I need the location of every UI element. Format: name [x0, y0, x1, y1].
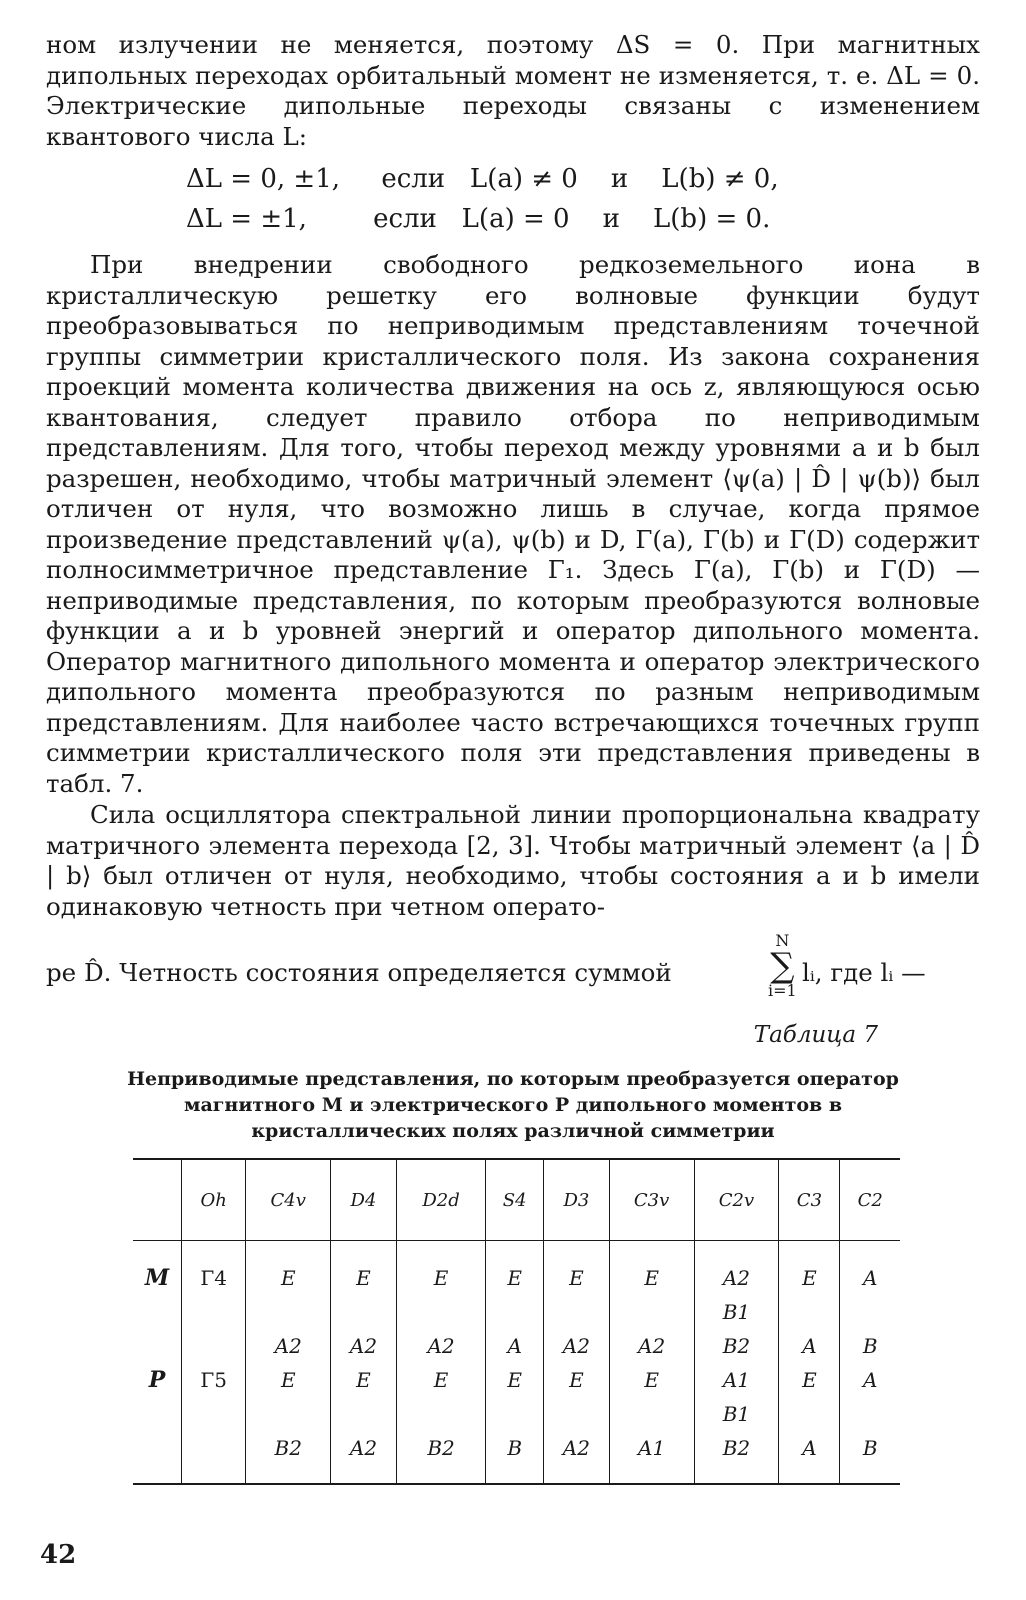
table-cell: E: [779, 1241, 840, 1296]
selection-rule-1: ΔL = 0, ±1, если L(a) ≠ 0 и L(b) ≠ 0,: [186, 164, 779, 194]
table-cell: E: [544, 1241, 610, 1296]
table-cell: B2: [246, 1431, 331, 1484]
table-cell: E: [331, 1241, 397, 1296]
table-cell: [609, 1397, 694, 1431]
table-cell: E: [396, 1363, 485, 1397]
table-cell: [486, 1295, 544, 1329]
table-cell: [396, 1295, 485, 1329]
table-cell: A: [840, 1241, 900, 1296]
header-cell: C3: [779, 1159, 840, 1241]
table-cell: E: [246, 1363, 331, 1397]
table-cell: A2: [246, 1329, 331, 1363]
paragraph-text: При внедрении свободного редкоземельного иона в кристаллическую решетку его волновые функции будут преобразовываться по неприводимым представлениям точечной группы симметрии кристаллического поля. Из закона сохранения проекций момента количества движения на ось z, являющуюся осью квантования, следует правило отбора по неприводимым представлениям. Для того, чтобы переход между уровнями a и b был разрешен, необходимо, чтобы матричный элемент ⟨ψ(a) | D̂ | ψ(b)⟩ был отличен от нуля, что возможно лишь в случае, когда прямое произведение представлений ψ(a), ψ(b) и D, Γ(a), Γ(b) и Γ(D) содержит полносимметричное представление Γ₁. Здесь Γ(a), Γ(b) и Γ(D) — неприводимые представления, по которым преобразуются волновые функции a и b уровней энергий и оператор дипольного момента. Оператор магнитного дипольного момента и оператор электрического дипольного момента преобразуются по разным неприводимым представлениям. Для наиболее часто встречающихся точечных групп симметрии кристаллического поля эти представления приведены в табл. 7.: [46, 250, 980, 798]
table-cell: E: [246, 1241, 331, 1296]
header-cell: C2: [840, 1159, 900, 1241]
table-cell: Γ4: [182, 1241, 246, 1296]
table-cell: [396, 1397, 485, 1431]
paragraph-text: Сила осциллятора спектральной линии пропорциональна квадрату матричного элемента перехода [2, 3]. Чтобы матричный элемент ⟨a | D̂ | b⟩ был отличен от нуля, необходимо, чтобы состояния a и b имели одинаковую четность при четном операто-: [46, 800, 980, 921]
table-cell: [544, 1397, 610, 1431]
parity-text: ре D̂. Четность состояния определяется суммой: [46, 958, 672, 987]
table-cell: [544, 1295, 610, 1329]
table-cell: B2: [694, 1329, 779, 1363]
table-cell: [133, 1431, 182, 1484]
table-cell: [133, 1329, 182, 1363]
header-cell: D3: [544, 1159, 610, 1241]
table-cell: A2: [544, 1431, 610, 1484]
header-cell: S4: [486, 1159, 544, 1241]
paragraph-oscillator-strength: [46, 800, 980, 922]
table-cell: B: [840, 1329, 900, 1363]
table-cell: A2: [609, 1329, 694, 1363]
table-cell: [331, 1397, 397, 1431]
table-cell: B1: [694, 1295, 779, 1329]
table-cell: [331, 1295, 397, 1329]
table-cell: E: [486, 1241, 544, 1296]
table-cell: B1: [694, 1397, 779, 1431]
table-cell: E: [609, 1363, 694, 1397]
table-cell: E: [544, 1363, 610, 1397]
table-cell: [182, 1329, 246, 1363]
table-header-row: [133, 1159, 900, 1241]
table-cell: A1: [609, 1431, 694, 1484]
table-cell: [246, 1397, 331, 1431]
selection-rule-2: ΔL = ±1, если L(a) = 0 и L(b) = 0.: [186, 204, 771, 234]
table-cell: A2: [331, 1329, 397, 1363]
sum-sign: ∑: [770, 946, 795, 986]
table-cell: [779, 1295, 840, 1329]
table-cell: A: [779, 1431, 840, 1484]
table-row: [133, 1431, 900, 1484]
table-cell: M: [144, 1265, 170, 1291]
table-cell: [246, 1295, 331, 1329]
header-cell: C2v: [694, 1159, 779, 1241]
table-cell: E: [396, 1241, 485, 1296]
table-cell: A2: [331, 1431, 397, 1484]
table-cell: A2: [396, 1329, 485, 1363]
page-number: 42: [40, 1540, 77, 1570]
table-cell: E: [609, 1241, 694, 1296]
header-cell: D4: [331, 1159, 397, 1241]
table-cell: B2: [396, 1431, 485, 1484]
table-cell: [609, 1295, 694, 1329]
table-caption: Неприводимые представления, по которым преобразуется оператор магнитного M и электрического P дипольного моментов в кристаллических полях различной симметрии: [127, 1068, 899, 1142]
table-row: [133, 1241, 900, 1296]
paragraph-text: ном излучении не меняется, поэтому ΔS = 0. При магнитных дипольных переходах орбитальный момент не изменяется, т. е. ΔL = 0. Электрические дипольные переходы связаны с изменением квантового числа L:: [46, 30, 980, 151]
sum-upper-limit: N: [775, 931, 790, 950]
table-cell: E: [486, 1363, 544, 1397]
table-cell: E: [331, 1363, 397, 1397]
header-cell: [133, 1159, 182, 1241]
paragraph-intro: [46, 30, 980, 152]
table-cell: A: [840, 1363, 900, 1397]
table-cell: P: [148, 1367, 166, 1393]
header-cell: Oh: [182, 1159, 246, 1241]
table-cell: [133, 1295, 182, 1329]
table-cell: [840, 1397, 900, 1431]
representation-table: [133, 1158, 900, 1485]
table-cell: A: [486, 1329, 544, 1363]
sum-symbol: [768, 932, 797, 1000]
table-cell: Γ5: [182, 1363, 246, 1397]
table-cell: [779, 1397, 840, 1431]
table-cell: A2: [694, 1241, 779, 1296]
table-row: [133, 1363, 900, 1397]
paragraph-crystal-field: [46, 250, 980, 799]
table-cell: [486, 1397, 544, 1431]
header-cell: C4v: [246, 1159, 331, 1241]
sum-lower-limit: i=1: [768, 981, 797, 1000]
table-cell: [133, 1397, 182, 1431]
table-row: [133, 1295, 900, 1329]
table-label: Таблица 7: [753, 1022, 878, 1048]
table-row: [133, 1329, 900, 1363]
table-cell: [182, 1431, 246, 1484]
table-cell: A2: [544, 1329, 610, 1363]
parity-text-end: lᵢ, где lᵢ —: [802, 958, 926, 987]
parity-line: [46, 958, 672, 989]
header-cell: C3v: [609, 1159, 694, 1241]
table-cell: A1: [694, 1363, 779, 1397]
table-row: [133, 1397, 900, 1431]
table-cell: E: [779, 1363, 840, 1397]
table-cell: B: [486, 1431, 544, 1484]
table-cell: A: [779, 1329, 840, 1363]
table-cell: [182, 1295, 246, 1329]
table-cell: B: [840, 1431, 900, 1484]
parity-line-end: [802, 958, 926, 989]
table-cell: [182, 1397, 246, 1431]
header-cell: D2d: [396, 1159, 485, 1241]
table-cell: B2: [694, 1431, 779, 1484]
table-cell: [840, 1295, 900, 1329]
